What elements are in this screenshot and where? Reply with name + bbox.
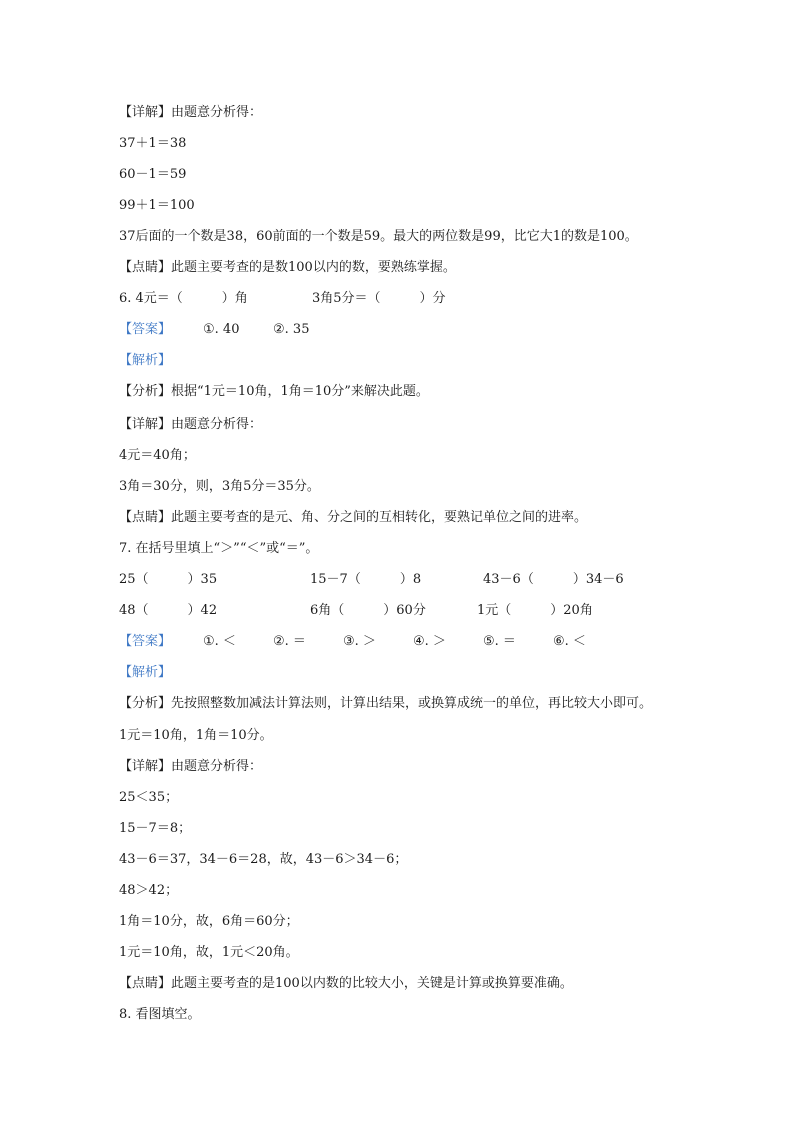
q7-item: 48（ ）42 — [119, 603, 218, 618]
q7-analysis: 【分析】先按照整数加减法计算法则，计算出结果，或换算成统一的单位，再比较大小即可。 — [119, 696, 653, 711]
q6-analysis-label: 【解析】 — [119, 353, 172, 368]
q7-analysis-label: 【解析】 — [119, 665, 172, 680]
q6-detail-label: 【详解】由题意分析得： — [119, 417, 263, 432]
q7-answer: ⑥. ＜ — [553, 634, 586, 649]
q7-detail-line: 1元＝10角，故，1元＜20角。 — [119, 945, 299, 960]
q6-detail-line: 4元＝40角； — [119, 448, 196, 463]
q7-detail-line: 43－6＝37，34－6＝28，故，43－6＞34－6； — [119, 852, 408, 867]
q7-detail-label: 【详解】由题意分析得： — [119, 759, 263, 774]
q6-analysis: 【分析】根据“1元＝10角，1角＝10分”来解决此题。 — [119, 384, 429, 399]
q6-question-a: 6. 4元＝（ ）角 — [119, 291, 248, 306]
q5-detail-line: 60－1＝59 — [119, 167, 187, 182]
q7-answer: ②. ＝ — [273, 634, 306, 649]
q7-item: 25（ ）35 — [119, 572, 218, 587]
q7-detail-line: 48＞42； — [119, 883, 179, 898]
q7-answer: ④. ＞ — [413, 634, 446, 649]
q7-item: 43－6（ ）34－6 — [483, 572, 624, 587]
q7-detail-line: 1角＝10分，故，6角＝60分； — [119, 914, 299, 929]
q7-detail-line: 25＜35； — [119, 790, 179, 805]
q6-question-b: 3角5分＝（ ）分 — [312, 291, 446, 306]
q6-answer: ①. 40 — [203, 322, 240, 337]
q7-analysis-2: 1元＝10角，1角＝10分。 — [119, 728, 273, 743]
q6-comment: 【点睛】此题主要考查的是元、角、分之间的互相转化，要熟记单位之间的进率。 — [119, 510, 588, 525]
q7-item: 1元（ ）20角 — [477, 603, 593, 618]
q6-answer-label: 【答案】 — [119, 322, 172, 337]
q7-answer: ⑤. ＝ — [483, 634, 516, 649]
q5-detail-line: 37＋1＝38 — [119, 136, 187, 151]
q6-detail-line: 3角＝30分，则，3角5分＝35分。 — [119, 479, 320, 494]
q7-question: 7. 在括号里填上“＞”“＜”或“＝”。 — [119, 541, 319, 556]
q8-question: 8. 看图填空。 — [119, 1007, 201, 1022]
q7-answer-label: 【答案】 — [119, 634, 172, 649]
q7-item: 15－7（ ）8 — [310, 572, 422, 587]
q6-answer: ②. 35 — [273, 322, 310, 337]
q5-detail-line: 99＋1＝100 — [119, 198, 195, 213]
q7-answer: ③. ＞ — [343, 634, 376, 649]
q5-comment: 【点睛】此题主要考查的是数100以内的数，要熟练掌握。 — [119, 260, 456, 275]
q7-detail-line: 15－7＝8； — [119, 821, 192, 836]
q7-answer: ①. ＜ — [203, 634, 236, 649]
q7-comment: 【点睛】此题主要考查的是100以内数的比较大小，关键是计算或换算要准确。 — [119, 976, 573, 991]
q7-item: 6角（ ）60分 — [310, 603, 426, 618]
q5-detail-summary: 37后面的一个数是38，60前面的一个数是59。最大的两位数是99，比它大1的数是100。 — [119, 229, 638, 244]
q5-detail-label: 【详解】由题意分析得： — [119, 105, 263, 120]
